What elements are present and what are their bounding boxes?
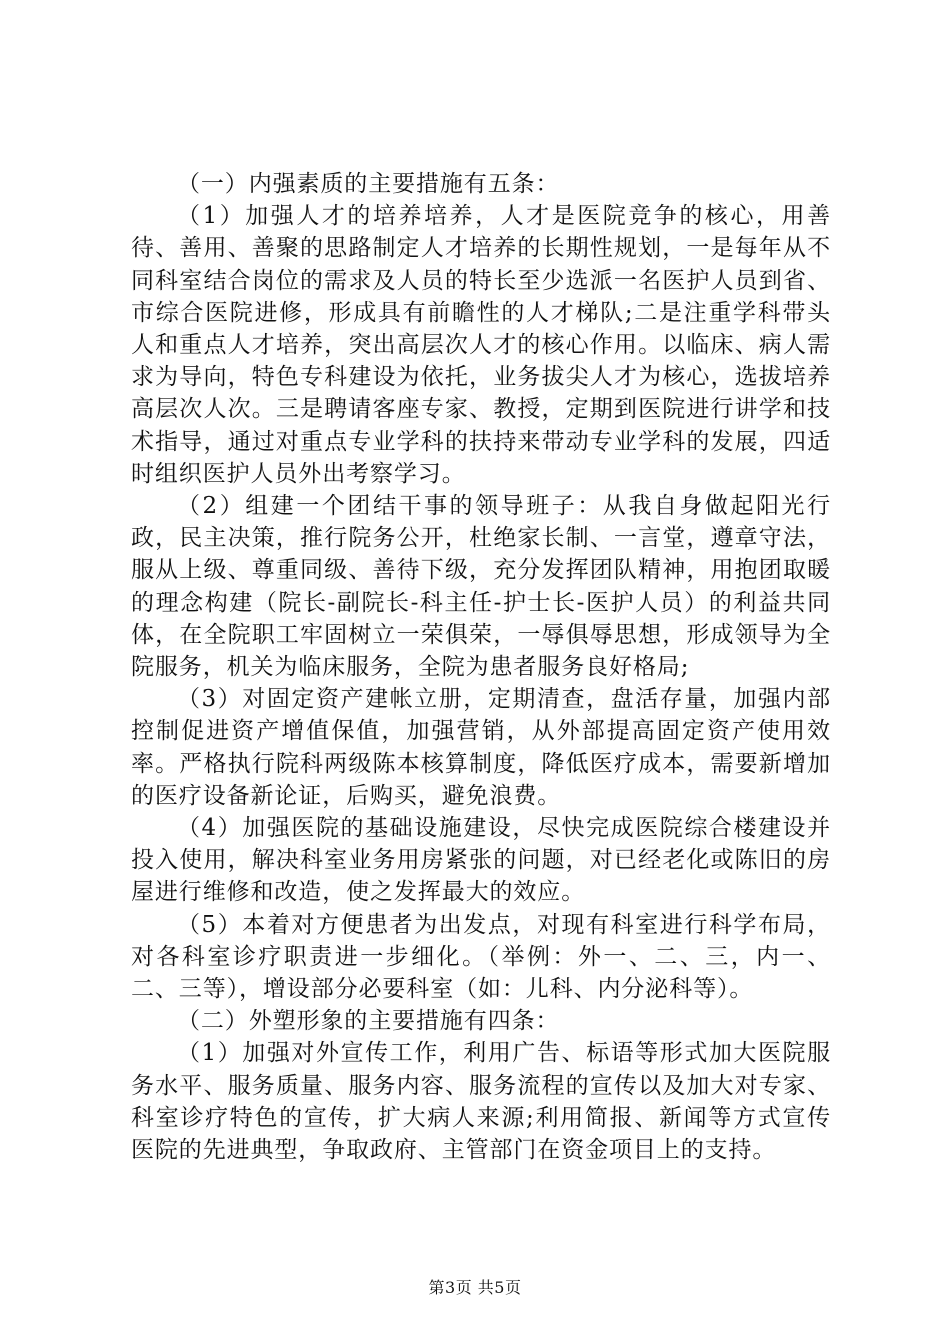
paragraph-fixed-assets: （3）对固定资产建帐立册，定期清查，盘活存量，加强内部控制促进资产增值保值，加强营销，从外部提高固定资产使用效率。严格执行院科两级陈本核算制度，降低医疗成本，需要新增加的医疗设备新论证，后购买，避免浪费。 [131, 686, 831, 809]
page-number-footer: 第3页 共5页 [428, 1278, 522, 1297]
paragraph-publicity: （1）加强对外宣传工作，利用广告、标语等形式加大医院服务水平、服务质量、服务内容、服务流程的宣传以及加大对专家、科室诊疗特色的宣传，扩大病人来源;利用简报、新闻等方式宣传医院的先进典型，争取政府、主管部门在资金项目上的支持。 [131, 1040, 831, 1164]
section-heading-internal: （一）内强素质的主要措施有五条： [177, 171, 560, 197]
paragraph-leadership-team: （2）组建一个团结干事的领导班子：从我自身做起阳光行政，民主决策，推行院务公开，杜绝家长制、一言堂，遵章守法，服从上级、尊重同级、善待下级，充分发挥团队精神，用抱团取暖的理念构建（院长-副院长-科主任-护士长-医护人员）的利益共同体，在全院职工牢固树立一荣俱荣，一辱俱辱思想，形成领导为全院服务，机关为临床服务，全院为患者服务良好格局; [131, 493, 831, 681]
document-body [131, 168, 831, 1166]
paragraph-department-layout: （5）本着对方便患者为出发点，对现有科室进行科学布局，对各科室诊疗职责进一步细化。（举例：外一、二、三，内一、二、三等），增设部分必要科室（如：儿科、内分泌科等）。 [131, 911, 831, 1003]
paragraph-talent-training: （1）加强人才的培养培养，人才是医院竞争的核心，用善待、善用、善聚的思路制定人才培养的长期性规划，一是每年从不同科室结合岗位的需求及人员的特长至少选派一名医护人员到省、市综合医院进修，形成具有前瞻性的人才梯队;二是注重学科带头人和重点人才培养，突出高层次人才的核心作用。以临床、病人需求为导向，特色专科建设为依托，业务拔尖人才为核心，选拔培养高层次人次。三是聘请客座专家、教授，定期到医院进行讲学和技术指导，通过对重点专业学科的扶持来带动专业学科的发展，四适时组织医护人员外出考察学习。 [131, 203, 831, 487]
paragraph-infrastructure: （4）加强医院的基础设施建设，尽快完成医院综合楼建设并投入使用，解决科室业务用房紧张的问题，对已经老化或陈旧的房屋进行维修和改造，使之发挥最大的效应。 [131, 815, 831, 906]
section-heading-external: （二）外塑形象的主要措施有四条： [177, 1008, 560, 1035]
